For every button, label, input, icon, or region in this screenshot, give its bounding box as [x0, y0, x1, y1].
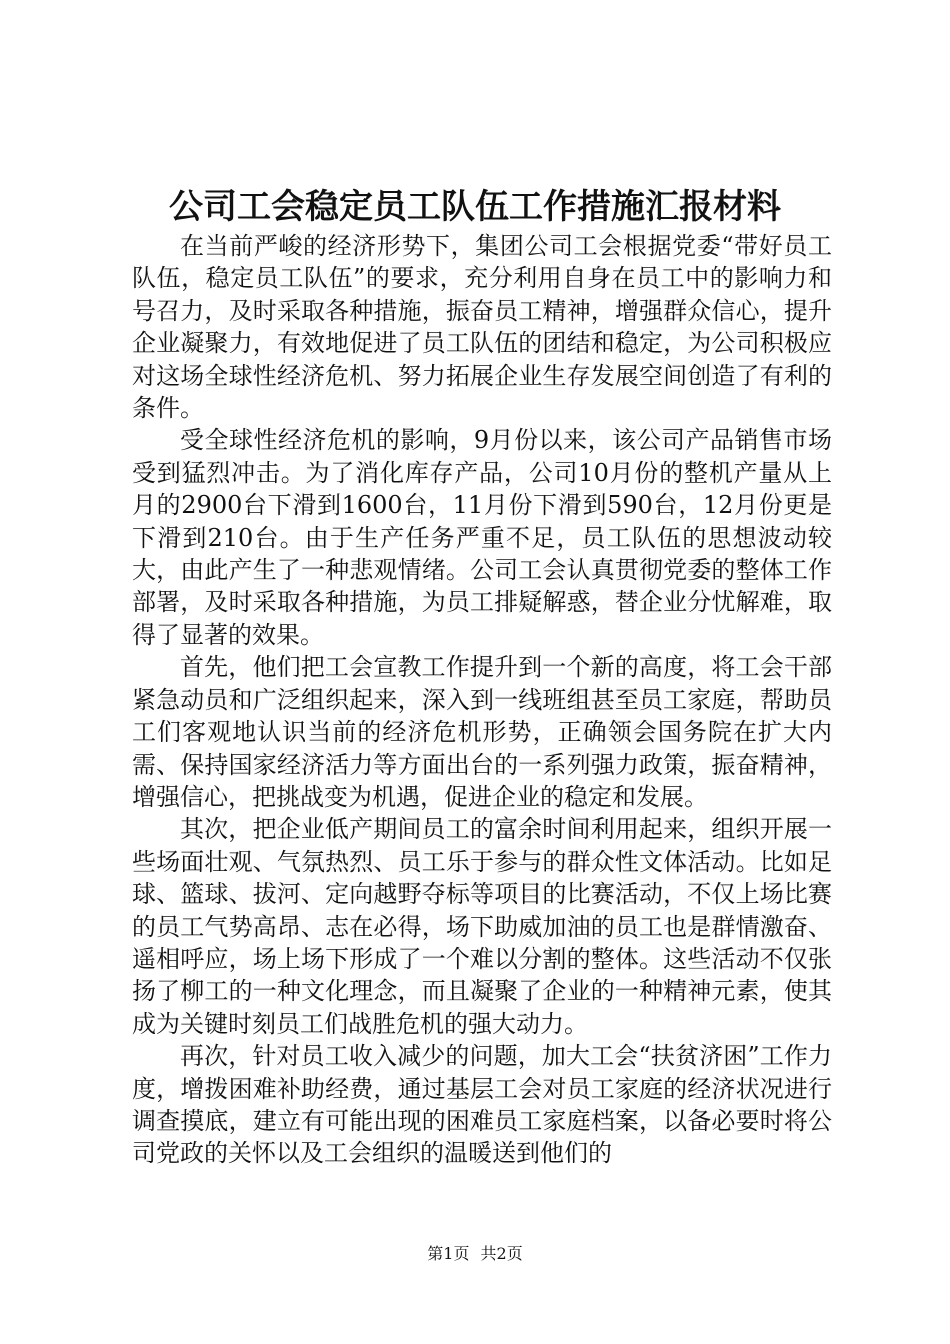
page-number: 第1页 [427, 1244, 470, 1263]
document-body [132, 230, 832, 1170]
paragraph-second-measure: 其次，把企业低产期间员工的富余时间利用起来，组织开展一些场面壮观、气氛热烈、员工乐于参与的群众性文体活动。比如足球、篮球、拔河、定向越野夺标等项目的比赛活动，不仅上场比赛的员工气势高昂、志在必得，场下助威加油的员工也是群情激奋、遥相呼应，场上场下形成了一个难以分割的整体。这些活动不仅张扬了柳工的一种文化理念，而且凝聚了企业的一种精神元素，使其成为关键时刻员工们战胜危机的强大动力。 [132, 815, 832, 1038]
page-total: 共2页 [480, 1244, 523, 1263]
paragraph-intro: 在当前严峻的经济形势下，集团公司工会根据党委“带好员工队伍，稳定员工队伍”的要求，充分利用自身在员工中的影响力和号召力，及时采取各种措施，振奋员工精神，增强群众信心，提升企业凝聚力，有效地促进了员工队伍的团结和稳定，为公司积极应对这场全球性经济危机、努力拓展企业生存发展空间创造了有利的条件。 [132, 232, 832, 423]
document-title: 公司工会稳定员工队伍工作措施汇报材料 [169, 187, 781, 227]
paragraph-background: 受全球性经济危机的影响，9月份以来，该公司产品销售市场受到猛烈冲击。为了消化库存产品，公司10月份的整机产量从上月的2900台下滑到1600台，11月份下滑到590台，12月份更是下滑到210台。由于生产任务严重不足，员工队伍的思想波动较大，由此产生了一种悲观情绪。公司工会认真贯彻党委的整体工作部署，及时采取各种措施，为员工排疑解惑，替企业分忧解难，取得了显著的效果。 [132, 426, 832, 649]
paragraph-first-measure: 首先，他们把工会宣教工作提升到一个新的高度，将工会干部紧急动员和广泛组织起来，深入到一线班组甚至员工家庭，帮助员工们客观地认识当前的经济危机形势，正确领会国务院在扩大内需、保持国家经济活力等方面出台的一系列强力政策，振奋精神，增强信心，把挑战变为机遇，促进企业的稳定和发展。 [132, 653, 832, 811]
page-footer [0, 1243, 950, 1265]
paragraph-third-measure: 再次，针对员工收入减少的问题，加大工会“扶贫济困”工作力度，增拨困难补助经费，通过基层工会对员工家庭的经济状况进行调查摸底，建立有可能出现的困难员工家庭档案，以备必要时将公司党政的关怀以及工会组织的温暖送到他们的 [132, 1042, 832, 1168]
